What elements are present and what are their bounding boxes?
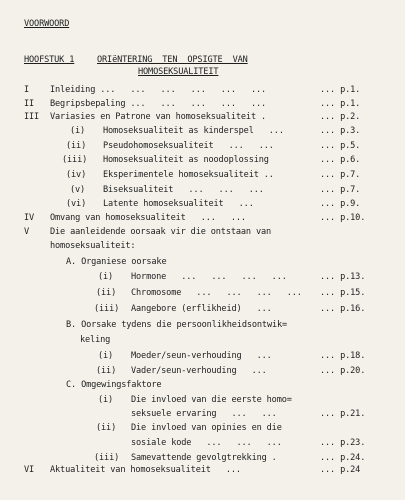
toc-page-number: ... p.23. bbox=[320, 438, 366, 448]
toc-num: III bbox=[24, 112, 40, 122]
toc-num: (ii) bbox=[96, 423, 117, 433]
toc-entry-aanleidende-line2: homoseksualiteit: bbox=[50, 241, 136, 251]
toc-page-number: ... p.1. bbox=[320, 85, 361, 95]
toc-entry-begripsbepaling: Begripsbepaling ... ... ... ... ... bbox=[50, 99, 267, 109]
toc-entry-aangebore: Aangebore (erflikheid) ... bbox=[131, 304, 272, 314]
toc-num: (iii) bbox=[94, 453, 120, 463]
toc-entry-samevattende: Samevattende gevolgtrekking . bbox=[131, 453, 277, 463]
toc-entry-noodoplossing: Homoseksualiteit as noodoplossing bbox=[103, 155, 269, 165]
toc-page-number: ... p.2. bbox=[320, 112, 361, 122]
toc-subheading-oorsake-line2: keling bbox=[80, 335, 111, 345]
toc-page-number: ... p.7. bbox=[320, 170, 361, 180]
toc-num: IV bbox=[24, 213, 35, 223]
toc-subheading-oorsake-line1: B. Oorsake tydens die persoonlikheidsontwik= bbox=[66, 320, 288, 330]
toc-num: (i) bbox=[98, 351, 114, 361]
toc-entry-opinies-line2: sosiale kode ... ... ... bbox=[131, 438, 282, 448]
toc-page-number: ... p.15. bbox=[320, 288, 366, 298]
toc-page-number: ... p.21. bbox=[320, 409, 366, 419]
toc-page-number: ... p.1. bbox=[320, 99, 361, 109]
toc-page-number: ... p.24. bbox=[320, 453, 366, 463]
toc-entry-variasies: Variasies en Patrone van homoseksualiteit . bbox=[50, 112, 267, 122]
toc-num: (ii) bbox=[66, 141, 87, 151]
toc-num: (ii) bbox=[96, 288, 117, 298]
toc-entry-hormone: Hormone ... ... ... ... bbox=[131, 272, 287, 282]
toc-num: II bbox=[24, 99, 35, 109]
toc-entry-inleiding: Inleiding ... ... ... ... ... ... bbox=[50, 85, 267, 95]
toc-num: I bbox=[24, 85, 30, 95]
toc-num: (iii) bbox=[94, 304, 120, 314]
toc-page-number: ... p.3. bbox=[320, 126, 361, 136]
toc-page-number: ... p.13. bbox=[320, 272, 366, 282]
toc-page-number: ... p.7. bbox=[320, 185, 361, 195]
toc-entry-aktualiteit: Aktualiteit van homoseksualiteit ... bbox=[50, 465, 241, 475]
voorwoord-heading: VOORWOORD bbox=[24, 19, 70, 29]
toc-num: (i) bbox=[98, 272, 114, 282]
toc-num: (ii) bbox=[96, 366, 117, 376]
toc-num: (i) bbox=[98, 395, 114, 405]
chapter-label: HOOFSTUK 1 bbox=[24, 55, 75, 65]
toc-entry-pseudo: Pseudohomoseksualiteit ... ... bbox=[103, 141, 274, 151]
toc-entry-moeder: Moeder/seun-verhouding ... bbox=[131, 351, 272, 361]
toc-entry-latente: Latente homoseksualiteit ... bbox=[103, 199, 254, 209]
toc-entry-biseksualiteit: Biseksualiteit ... ... ... bbox=[103, 185, 264, 195]
toc-num: (i) bbox=[70, 126, 86, 136]
chapter-title-line1: ORIëNTERING TEN OPSIGTE VAN bbox=[97, 55, 248, 65]
toc-page-number: ... p.20. bbox=[320, 366, 366, 376]
toc-entry-aanleidende-line1: Die aanleidende oorsaak vir die ontstaan van bbox=[50, 227, 272, 237]
toc-page-number: ... p.18. bbox=[320, 351, 366, 361]
toc-entry-opinies-line1: Die invloed van opinies en die bbox=[131, 423, 282, 433]
toc-page-number: ... p.10. bbox=[320, 213, 366, 223]
toc-page-number: ... p.6. bbox=[320, 155, 361, 165]
toc-entry-chromosome: Chromosome ... ... ... ... bbox=[131, 288, 302, 298]
toc-entry-eksperimentele: Eksperimentele homoseksualiteit .. bbox=[103, 170, 274, 180]
toc-num: (v) bbox=[70, 185, 86, 195]
toc-entry-kinderspel: Homoseksualiteit as kinderspel ... bbox=[103, 126, 284, 136]
toc-num: (iv) bbox=[66, 170, 87, 180]
toc-num: (vi) bbox=[66, 199, 87, 209]
chapter-title-line2: HOMOSEKSUALITEIT bbox=[138, 67, 219, 77]
toc-page-number: ... p.16. bbox=[320, 304, 366, 314]
toc-page-number: ... p.5. bbox=[320, 141, 361, 151]
toc-num: (iii) bbox=[62, 155, 88, 165]
toc-subheading-organiese: A. Organiese oorsake bbox=[66, 257, 167, 267]
toc-num: VI bbox=[24, 465, 35, 475]
toc-num: V bbox=[24, 227, 30, 237]
toc-entry-omvang: Omvang van homoseksualiteit ... ... bbox=[50, 213, 246, 223]
toc-entry-vader: Vader/seun-verhouding ... bbox=[131, 366, 267, 376]
toc-page-number: ... p.9. bbox=[320, 199, 361, 209]
toc-subheading-omgewingsfaktore: C. Omgewingsfaktore bbox=[66, 380, 162, 390]
toc-entry-eerste-line2: seksuele ervaring ... ... bbox=[131, 409, 277, 419]
toc-page-number: ... p.24 bbox=[320, 465, 361, 475]
toc-entry-eerste-line1: Die invloed van die eerste homo= bbox=[131, 395, 292, 405]
